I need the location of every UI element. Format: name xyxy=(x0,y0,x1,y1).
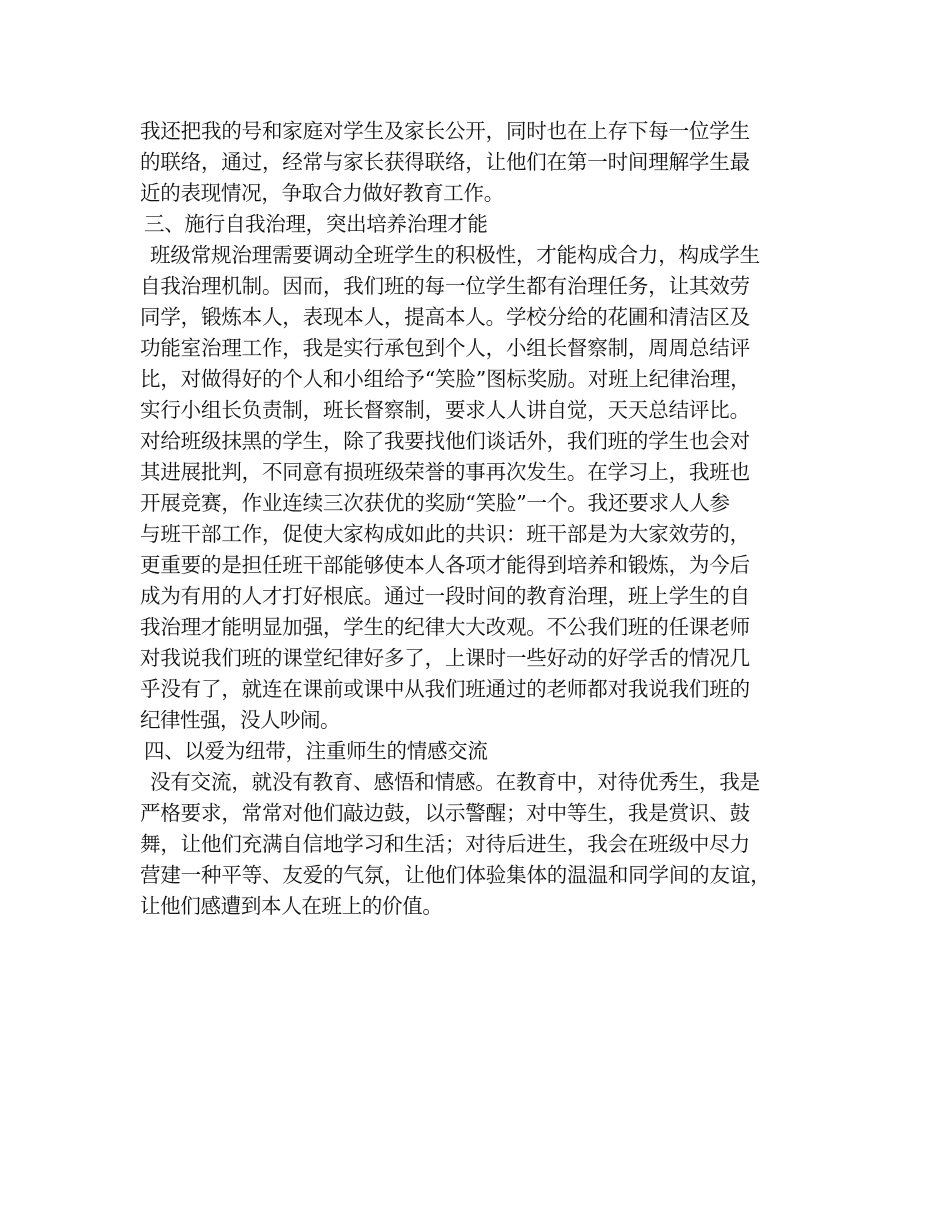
text-line: 对我说我们班的课堂纪律好多了，上课时一些好动的好学舌的情况几 xyxy=(140,646,750,670)
text-line: 没有交流，就没有教育、感悟和情感。在教育中，对待优秀生，我是 xyxy=(150,770,760,794)
text-line: 与班干部工作，促使大家构成如此的共识：班干部是为大家效劳的， xyxy=(140,522,750,546)
text-line: 营建一种平等、友爱的气氛，让他们体验集体的温温和同学间的友谊， xyxy=(140,863,771,887)
text-line: 更重要的是担任班干部能够使本人各项才能得到培养和锻炼，为今后 xyxy=(140,553,750,577)
text-line: 纪律性强，没人吵闹。 xyxy=(140,708,340,732)
text-line: 自我治理机制。因而，我们班的每一位学生都有治理任务，让其效劳 xyxy=(140,274,750,298)
text-line: 乎没有了，就连在课前或课中从我们班通过的老师都对我说我们班的 xyxy=(140,677,750,701)
section-heading: 三、施行自我治理，突出培养治理才能 xyxy=(144,212,488,236)
text-line: 舞，让他们充满自信地学习和生活；对待后进生，我会在班级中尽力 xyxy=(140,832,750,856)
text-line: 成为有用的人才打好根底。通过一段时间的教育治理，班上学生的自 xyxy=(140,584,750,608)
text-line: 比，对做得好的个人和小组给予“笑脸”图标奖励。对班上纪律治理， xyxy=(140,367,751,391)
document-body xyxy=(140,116,840,922)
text-line: 我治理才能明显加强，学生的纪律大大改观。不公我们班的任课老师 xyxy=(140,615,750,639)
text-line: 近的表现情况，争取合力做好教育工作。 xyxy=(140,181,504,205)
text-line: 实行小组长负责制，班长督察制，要求人人讲自觉，天天总结评比。 xyxy=(140,398,750,422)
text-line: 的联络，通过，经常与家长获得联络，让他们在第一时间理解学生最 xyxy=(140,150,750,174)
text-line: 我还把我的号和家庭对学生及家长公开，同时也在上存下每一位学生 xyxy=(140,119,750,143)
text-line: 让他们感遭到本人在班上的价值。 xyxy=(140,894,443,918)
text-line: 同学，锻炼本人，表现本人，提高本人。学校分给的花圃和清洁区及 xyxy=(140,305,750,329)
text-line: 其进展批判，不同意有损班级荣誉的事再次发生。在学习上，我班也 xyxy=(140,460,750,484)
text-line: 功能室治理工作，我是实行承包到个人，小组长督察制，周周总结评 xyxy=(140,336,750,360)
text-line: 严格要求，常常对他们敲边鼓，以示警醒；对中等生，我是赏识、鼓 xyxy=(140,801,750,825)
text-line: 开展竞赛，作业连续三次获优的奖励“笑脸”一个。我还要求人人参 xyxy=(140,491,730,515)
text-line: 班级常规治理需要调动全班学生的积极性，才能构成合力，构成学生 xyxy=(150,243,760,267)
section-heading: 四、以爱为纽带，注重师生的情感交流 xyxy=(144,739,488,763)
text-line: 对给班级抹黑的学生，除了我要找他们谈话外，我们班的学生也会对 xyxy=(140,429,750,453)
